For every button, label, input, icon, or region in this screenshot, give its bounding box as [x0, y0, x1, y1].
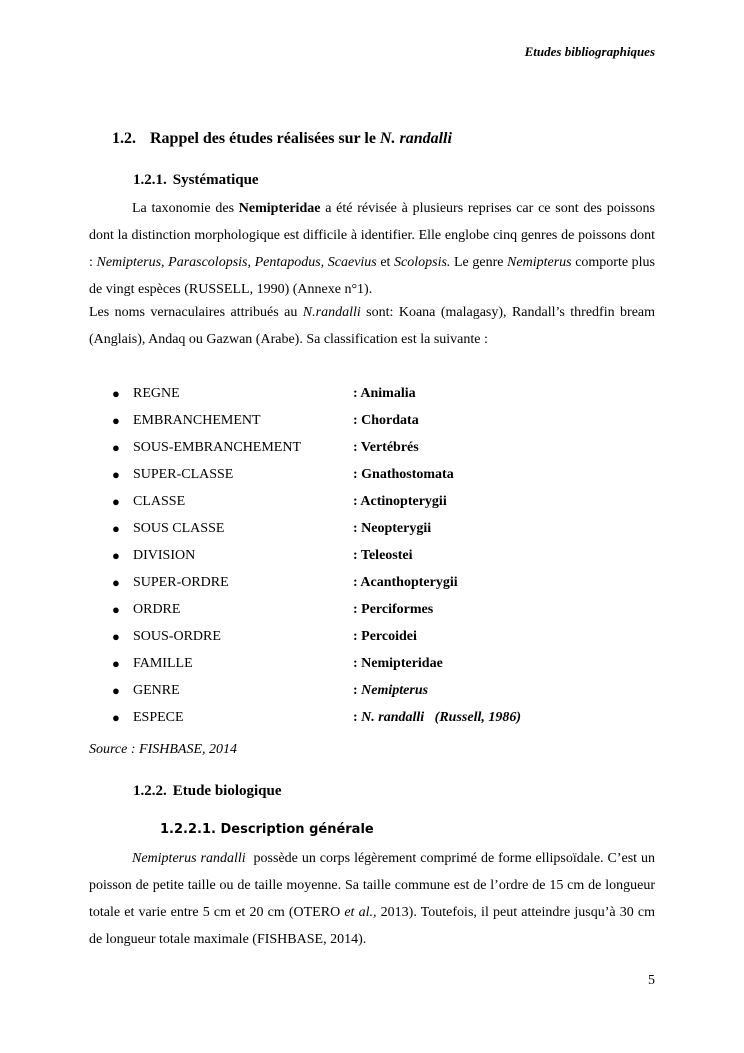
rank-value: [353, 710, 521, 726]
rank-value-prefix: :: [353, 682, 362, 698]
rank-value: : Acanthopterygii: [353, 574, 458, 590]
rank-value: : Animalia: [353, 385, 416, 401]
rank-label: GENRE: [133, 682, 180, 698]
classification-list: [112, 380, 521, 731]
rank-label: ORDRE: [133, 601, 181, 617]
genus-name: Scolopsis.: [394, 255, 451, 270]
para-text: La taxonomie des: [132, 201, 239, 216]
classification-row: [112, 461, 521, 488]
classification-row: [112, 650, 521, 677]
rank-value: : Neopterygii: [353, 520, 432, 536]
para-text: possède un corps légèrement comprimé de forme ellipsoïdale. C’est un poisson de petite taille ou de taille moyenne. Sa taille commune est de l’ordre de 15 cm de longueur totale et varie entre 5 cm et 20 cm (OTERO: [89, 851, 659, 920]
rank-value-italic: N. randalli (Russell, 1986): [361, 709, 522, 725]
species-name: Nemipterus randalli: [132, 851, 246, 866]
paragraph-noms-vernaculaires: [89, 299, 655, 353]
classification-row: [112, 623, 521, 650]
rank-label: SOUS-ORDRE: [133, 628, 221, 644]
et-al: et al.,: [344, 905, 377, 920]
subsection-title: Etude biologique: [172, 783, 282, 799]
rank-value: : Teleostei: [353, 547, 413, 563]
rank-value: : Actinopterygii: [353, 493, 447, 509]
para-text: sont: Koana (malagasy), Randall’s thredfin bream (Anglais), Andaq ou Gazwan (Arabe). Sa classification est la suivante :: [89, 305, 656, 347]
running-header: Etudes bibliographiques: [524, 44, 655, 59]
rank-value-prefix: :: [353, 709, 362, 725]
rank-value: [353, 683, 428, 699]
classification-row: [112, 704, 521, 731]
para-text: et: [376, 255, 395, 270]
para-text: a été révisée à plusieurs reprises car ce sont des poissons dont la distinction morphologique est difficile à identifier. Elle englobe cinq genres de poissons dont :: [89, 201, 655, 270]
rank-label: ESPECE: [133, 709, 184, 725]
classification-row: [112, 542, 521, 569]
rank-label: CLASSE: [133, 493, 186, 509]
rank-label: SUPER-ORDRE: [133, 574, 229, 590]
para-text: comporte plus de vingt espèces (RUSSELL, 1990) (Annexe n°1).: [89, 255, 655, 297]
bullet-icon: ●: [112, 682, 120, 698]
bullet-icon: ●: [112, 547, 120, 563]
family-name: Nemipteridae: [238, 201, 321, 216]
bullet-icon: ●: [112, 466, 120, 482]
species-name: N.randalli: [302, 305, 361, 320]
rank-value: : Nemipteridae: [353, 655, 443, 671]
section-number: 1.2.: [112, 130, 136, 147]
bullet-icon: ●: [112, 385, 120, 401]
classification-row: [112, 407, 521, 434]
para-text: Les noms vernaculaires attribués au: [89, 305, 303, 320]
classification-row: [112, 434, 521, 461]
bullet-icon: ●: [112, 709, 120, 725]
para-text: Le genre: [450, 255, 508, 270]
subsection-heading-biologique: [133, 783, 282, 800]
bullet-icon: ●: [112, 655, 120, 671]
bullet-icon: ●: [112, 439, 120, 455]
bullet-icon: ●: [112, 601, 120, 617]
subsection-number: 1.2.2.: [133, 783, 167, 799]
paragraph-description: [89, 845, 659, 953]
para-text: 2013). Toutefois, il peut atteindre jusqu’à 30 cm de longueur totale maximale (FISHBASE, 2014).: [89, 905, 655, 947]
subsubsection-heading: [160, 822, 374, 837]
rank-label: SOUS CLASSE: [133, 520, 225, 536]
rank-value: : Gnathostomata: [353, 466, 454, 482]
rank-label: DIVISION: [133, 547, 196, 563]
rank-value: : Percoidei: [353, 628, 417, 644]
source-citation: Source : FISHBASE, 2014: [89, 742, 237, 757]
rank-label: REGNE: [133, 385, 180, 401]
rank-label: SUPER-CLASSE: [133, 466, 234, 482]
classification-row: [112, 569, 521, 596]
rank-label: FAMILLE: [133, 655, 193, 671]
section-title-species: N. randalli: [379, 130, 452, 147]
genus-name: Nemipterus: [96, 255, 162, 270]
para-text: ,: [161, 255, 169, 270]
classification-row: [112, 488, 521, 515]
classification-row: [112, 596, 521, 623]
rank-label: SOUS-EMBRANCHEMENT: [133, 439, 302, 455]
classification-row: [112, 677, 521, 704]
paragraph-taxonomie: [89, 195, 655, 303]
subsubsection-number: 1.2.2.1.: [160, 822, 216, 837]
section-title-text: Rappel des études réalisées sur le: [150, 130, 380, 147]
subsubsection-title: Description générale: [220, 822, 374, 837]
classification-row: [112, 515, 521, 542]
subsection-number: 1.2.1.: [133, 172, 167, 188]
genus-name: Parascolopsis: [168, 255, 248, 270]
bullet-icon: ●: [112, 574, 120, 590]
section-heading: [112, 130, 452, 148]
rank-value: : Vertébrés: [353, 439, 419, 455]
rank-value: : Chordata: [353, 412, 419, 428]
bullet-icon: ●: [112, 412, 120, 428]
rank-value-italic: Nemipterus: [361, 682, 429, 698]
page-number: 5: [648, 973, 655, 988]
genus-name: Nemipterus: [507, 255, 572, 270]
bullet-icon: ●: [112, 628, 120, 644]
classification-row: [112, 380, 521, 407]
genus-name: Pentapodus, Scaevius: [254, 255, 377, 270]
rank-value: : Perciformes: [353, 601, 434, 617]
bullet-icon: ●: [112, 493, 120, 509]
para-text: ,: [247, 255, 255, 270]
subsection-heading-systematique: [133, 172, 259, 189]
rank-label: EMBRANCHEMENT: [133, 412, 261, 428]
bullet-icon: ●: [112, 520, 120, 536]
subsection-title: Systématique: [172, 172, 259, 188]
